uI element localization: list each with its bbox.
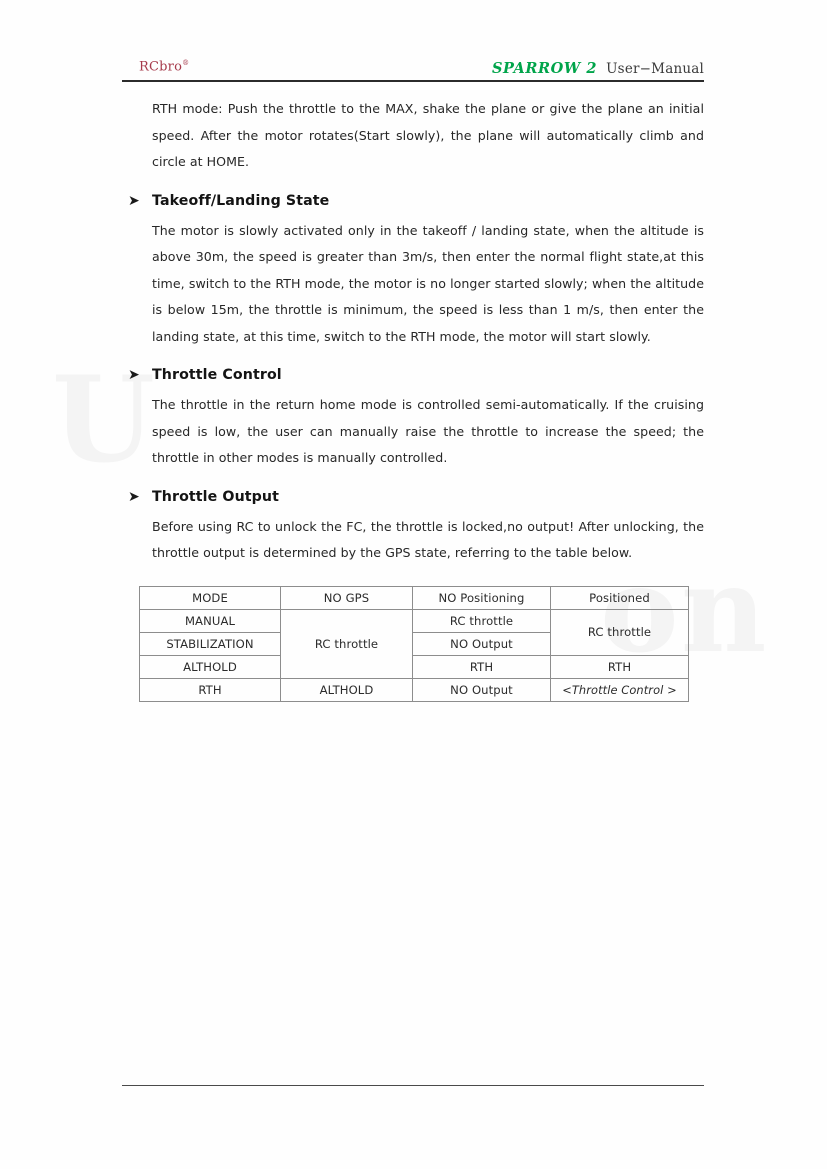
cell-no-positioning-althold: RTH xyxy=(413,655,551,678)
registered-trademark-icon: ® xyxy=(182,59,190,67)
throttle-output-table-wrapper xyxy=(139,586,704,702)
header-right-group xyxy=(492,58,704,77)
table-header-no-positioning: NO Positioning xyxy=(413,586,551,609)
cell-mode-rth: RTH xyxy=(140,678,281,701)
document-content xyxy=(122,96,704,702)
cell-positioned-althold: RTH xyxy=(551,655,689,678)
cell-mode-althold: ALTHOLD xyxy=(140,655,281,678)
cell-no-positioning-rth: NO Output xyxy=(413,678,551,701)
arrow-bullet-icon: ➤ xyxy=(128,488,140,505)
section-heading-label: Throttle Control xyxy=(152,367,282,383)
section-heading-throttle-control xyxy=(122,367,704,383)
brand-name: RCbro xyxy=(139,59,183,75)
manual-label: User−Manual xyxy=(606,61,704,77)
cell-no-positioning-stabilization: NO Output xyxy=(413,632,551,655)
intro-paragraph: RTH mode: Push the throttle to the MAX, shake the plane or give the plane an initial speed. After the motor rotates(Start slowly), the plane will automatically climb and circle at HOME. xyxy=(152,101,704,169)
table-header-mode: MODE xyxy=(140,586,281,609)
table-row xyxy=(140,655,689,678)
cell-mode-stabilization: STABILIZATION xyxy=(140,632,281,655)
section-paragraph-throttle-control: The throttle in the return home mode is controlled semi-automatically. If the cruising speed is low, the user can manually raise the throttle to increase the speed; the throttle in other modes is manually controlled. xyxy=(152,397,704,465)
table-header-positioned: Positioned xyxy=(551,586,689,609)
cell-no-gps-rc-throttle: RC throttle xyxy=(281,609,413,678)
table-row xyxy=(140,609,689,632)
table-header-no-gps: NO GPS xyxy=(281,586,413,609)
section-heading-label: Throttle Output xyxy=(152,488,279,505)
cell-mode-manual: MANUAL xyxy=(140,609,281,632)
table-row xyxy=(140,678,689,701)
page-header xyxy=(122,58,704,82)
cell-positioned-rth: <Throttle Control > xyxy=(551,678,689,701)
section-heading-label: Takeoff/Landing State xyxy=(152,192,330,209)
section-heading-takeoff-landing xyxy=(122,193,704,209)
section-paragraph-takeoff-landing: The motor is slowly activated only in the takeoff / landing state, when the altitude is above 30m, the speed is greater than 3m/s, then enter the normal flight state,at this time, switch to the RTH mode, the motor is no longer started slowly; when the altitude is below 15m, the throttle is minimum, the speed is less than 1 m/s, then enter the landing state, at this time, switch to the RTH mode, the motor will start slowly. xyxy=(152,222,704,344)
cell-positioned-rc-throttle: RC throttle xyxy=(551,609,689,655)
section-heading-throttle-output xyxy=(122,489,704,505)
brand-logo xyxy=(139,59,189,74)
cell-no-gps-rth: ALTHOLD xyxy=(281,678,413,701)
throttle-output-table xyxy=(139,586,689,702)
arrow-bullet-icon: ➤ xyxy=(128,192,140,209)
footer-rule xyxy=(122,1085,704,1086)
header-rule xyxy=(122,80,704,82)
table-header-row xyxy=(140,586,689,609)
arrow-bullet-icon: ➤ xyxy=(128,367,140,383)
section-paragraph-throttle-output: Before using RC to unlock the FC, the throttle is locked,no output! After unlocking, the throttle output is determined by the GPS state, referring to the table below. xyxy=(152,518,704,560)
product-name: SPARROW 2 xyxy=(491,60,598,77)
cell-no-positioning-manual: RC throttle xyxy=(413,609,551,632)
